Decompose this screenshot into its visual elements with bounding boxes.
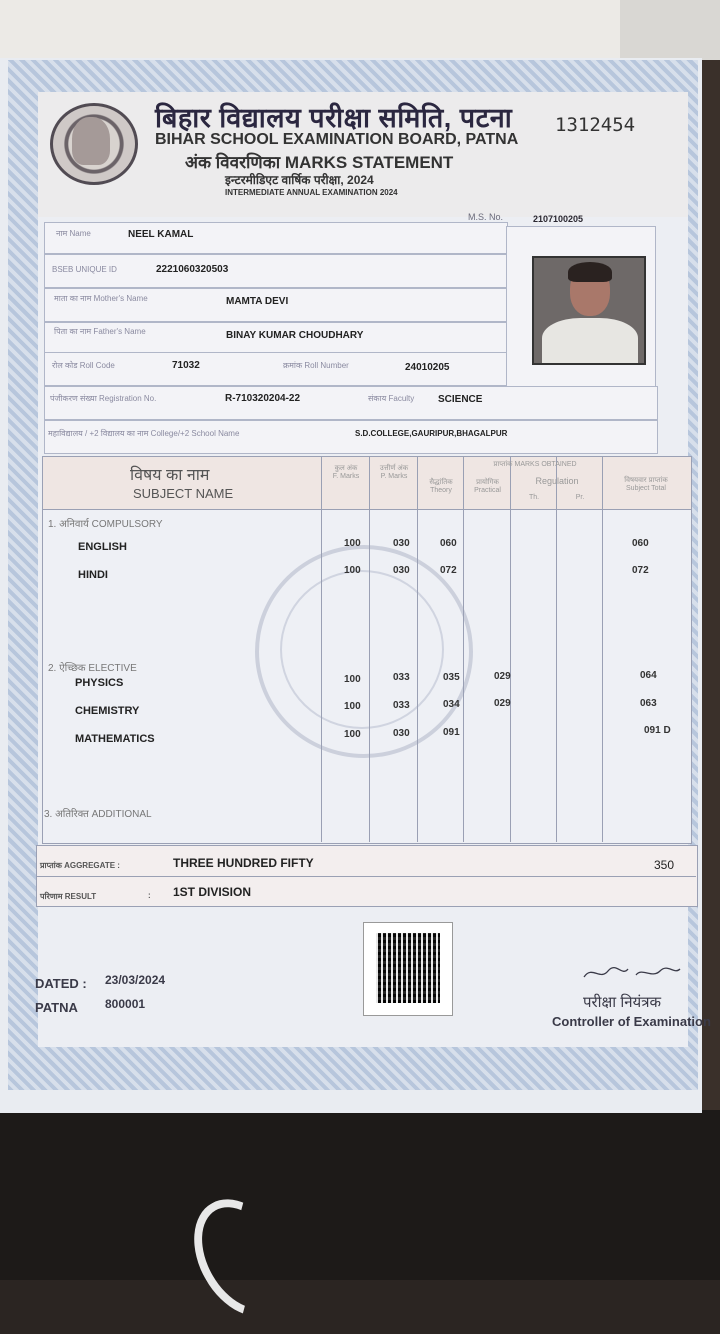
subject-name: CHEMISTRY bbox=[75, 705, 140, 717]
theory-marks: 035 bbox=[443, 672, 460, 683]
theory-marks: 034 bbox=[443, 699, 460, 710]
compulsory-label: 1. अनिवार्य COMPULSORY bbox=[48, 519, 163, 530]
college-name: S.D.COLLEGE,GAURIPUR,BHAGALPUR bbox=[355, 429, 508, 438]
subject-name: PHYSICS bbox=[75, 677, 124, 689]
aggregate-words: THREE HUNDRED FIFTY bbox=[173, 856, 314, 870]
practical-header: प्रायोगिक Practical bbox=[474, 479, 501, 494]
unique-id: 2221060320503 bbox=[156, 264, 229, 275]
subject-total: 063 bbox=[640, 698, 657, 709]
subject-header-english: SUBJECT NAME bbox=[133, 486, 234, 501]
column-divider bbox=[417, 456, 418, 842]
theory-header: सैद्धांतिक Theory bbox=[429, 479, 453, 494]
roll-number-label: क्रमांक Roll Number bbox=[283, 361, 349, 370]
college-label: महाविद्यालय / +2 विद्यालय का नाम College/+2 School Name bbox=[48, 429, 240, 438]
subject-total: 072 bbox=[632, 565, 649, 576]
column-divider bbox=[369, 456, 370, 842]
faculty: SCIENCE bbox=[438, 394, 483, 405]
subject-name: ENGLISH bbox=[78, 541, 127, 553]
exam-title-english: INTERMEDIATE ANNUAL EXAMINATION 2024 bbox=[225, 188, 398, 197]
pass-marks: 033 bbox=[393, 672, 410, 683]
additional-label: 3. अतिरिक्त ADDITIONAL bbox=[44, 809, 152, 820]
subject-total-header: विषयवार प्राप्तांक Subject Total bbox=[624, 477, 668, 492]
ms-number-label: M.S. No. bbox=[468, 212, 504, 222]
name-row bbox=[44, 222, 508, 254]
background-paper bbox=[0, 0, 620, 60]
mother-name-label: माता का नाम Mother's Name bbox=[54, 294, 148, 303]
place-label: PATNA bbox=[35, 1000, 78, 1015]
pass-marks: 030 bbox=[393, 565, 410, 576]
full-marks: 100 bbox=[344, 565, 361, 576]
regulation-practical-header: Pr. bbox=[575, 494, 585, 501]
student-name: NEEL KAMAL bbox=[128, 229, 194, 240]
subject-total: 060 bbox=[632, 538, 649, 549]
column-divider bbox=[602, 456, 603, 842]
roll-number: 24010205 bbox=[405, 362, 450, 373]
exam-title-hindi: इन्टरमीडिएट वार्षिक परीक्षा, 2024 bbox=[225, 173, 374, 187]
subject-header-hindi: विषय का नाम bbox=[130, 467, 210, 484]
photo-shirt bbox=[542, 318, 638, 365]
controller-title-hindi: परीक्षा नियंत्रक bbox=[583, 994, 662, 1011]
result-colon: : bbox=[148, 891, 151, 900]
pass-marks: 030 bbox=[393, 538, 410, 549]
board-title-hindi: बिहार विद्यालय परीक्षा समिति, पटना bbox=[155, 103, 513, 133]
qr-code-icon bbox=[363, 922, 453, 1016]
serial-number: 1312454 bbox=[555, 114, 636, 136]
student-photo bbox=[532, 256, 646, 365]
pass-marks: 033 bbox=[393, 700, 410, 711]
practical-marks: 029 bbox=[494, 698, 511, 709]
subject-name: HINDI bbox=[78, 569, 108, 581]
full-marks: 100 bbox=[344, 674, 361, 685]
name-label: नाम Name bbox=[56, 229, 91, 238]
board-title-english: BIHAR SCHOOL EXAMINATION BOARD, PATNA bbox=[155, 131, 519, 148]
pass-marks: 030 bbox=[393, 728, 410, 739]
full-marks: 100 bbox=[344, 538, 361, 549]
column-divider bbox=[556, 456, 557, 842]
controller-signature-icon bbox=[582, 963, 682, 983]
pass-marks-header: उत्तीर्ण अंक P. Marks bbox=[379, 465, 409, 480]
column-divider bbox=[463, 456, 464, 842]
roll-code-label: रोल कोड Roll Code bbox=[52, 361, 115, 370]
theory-marks: 060 bbox=[440, 538, 457, 549]
dated-label: DATED : bbox=[35, 976, 87, 991]
aggregate-divider bbox=[36, 876, 696, 877]
ms-number: 2107100205 bbox=[533, 214, 584, 224]
full-marks: 100 bbox=[344, 729, 361, 740]
regulation-header: Regulation bbox=[535, 476, 579, 486]
subject-name: MATHEMATICS bbox=[75, 733, 155, 745]
result-label: परिणाम RESULT bbox=[40, 892, 97, 901]
issue-date: 23/03/2024 bbox=[105, 973, 166, 987]
background-floor bbox=[0, 1110, 720, 1280]
full-marks: 100 bbox=[344, 701, 361, 712]
unique-id-label: BSEB UNIQUE ID bbox=[52, 265, 117, 274]
registration-number: R-710320204-22 bbox=[225, 393, 301, 404]
registration-label: पंजीकरण संख्या Registration No. bbox=[50, 394, 157, 403]
father-name-label: पिता का नाम Father's Name bbox=[54, 327, 146, 336]
theory-marks: 072 bbox=[440, 565, 457, 576]
pin-code: 800001 bbox=[105, 997, 146, 1011]
column-divider bbox=[321, 456, 322, 842]
elective-label: 2. ऐच्छिक ELECTIVE bbox=[48, 663, 137, 674]
result-value: 1ST DIVISION bbox=[173, 885, 252, 899]
father-name: BINAY KUMAR CHOUDHARY bbox=[226, 330, 364, 341]
subject-total: 064 bbox=[640, 670, 657, 681]
theory-marks: 091 bbox=[443, 727, 460, 738]
watermark-inner-ring bbox=[280, 570, 444, 729]
photo-hair bbox=[568, 262, 612, 282]
roll-code: 71032 bbox=[172, 360, 200, 371]
qr-pattern-overlay bbox=[376, 933, 440, 1003]
controller-title-english: Controller of Examination bbox=[552, 1014, 711, 1029]
mother-name: MAMTA DEVI bbox=[226, 296, 289, 307]
aggregate-label: प्राप्तांक AGGREGATE : bbox=[40, 861, 120, 870]
aggregate-value: 350 bbox=[654, 858, 675, 872]
practical-marks: 029 bbox=[494, 671, 511, 682]
statement-title: अंक विवरणिका MARKS STATEMENT bbox=[185, 153, 454, 172]
subject-total: 091 D bbox=[644, 725, 671, 736]
marks-obtained-header: प्राप्तांक MARKS OBTAINED bbox=[493, 461, 577, 468]
full-marks-header: कुल अंक F. Marks bbox=[332, 465, 360, 480]
seal-figure-icon bbox=[72, 117, 110, 165]
column-divider bbox=[510, 456, 511, 842]
faculty-label: संकाय Faculty bbox=[368, 394, 415, 403]
regulation-theory-header: Th. bbox=[528, 494, 540, 501]
